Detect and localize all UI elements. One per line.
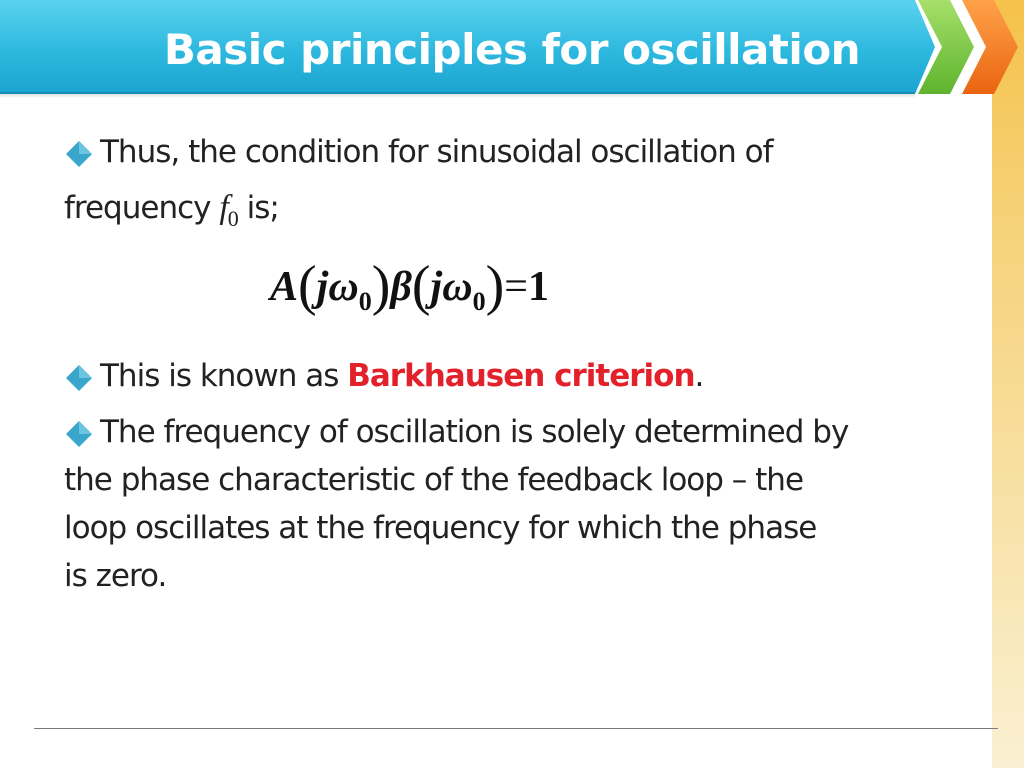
bullet-line: [100, 408, 964, 456]
footer-divider: [34, 728, 998, 729]
diamond-bullet-icon: [64, 363, 94, 393]
slide-body-lower: [64, 352, 964, 600]
bullet-line: [64, 504, 964, 552]
bullet-line: [64, 456, 964, 504]
bullet-item-frequency: [64, 408, 964, 600]
bullet-text: the phase characteristic of the feedback loop – the: [64, 462, 804, 498]
frequency-variable: $f_0$: [219, 189, 238, 231]
bullet-item-condition: [64, 128, 964, 243]
bullet-text: The frequency of oscillation is solely determined by: [100, 414, 849, 450]
slide-title: Basic principles for oscillation: [163, 25, 861, 74]
bullet-line: [100, 128, 964, 176]
right-accent-strip: [992, 0, 1024, 768]
diamond-bullet-icon: [64, 139, 94, 169]
bullet-line: [64, 184, 964, 243]
slide-body: [64, 128, 964, 243]
diamond-bullet-icon: [64, 419, 94, 449]
bullet-text: is;: [237, 190, 279, 226]
bullet-text: This is known as: [100, 358, 348, 394]
bullet-text: Thus, the condition for sinusoidal oscillation of: [100, 134, 773, 170]
bullet-item-barkhausen: [64, 352, 964, 400]
bullet-text: .: [694, 358, 704, 394]
bullet-line: [100, 352, 964, 400]
bullet-text: frequency: [64, 190, 220, 226]
bullet-text: is zero.: [64, 558, 167, 594]
bullet-text: loop oscillates at the frequency for which the phase: [64, 510, 817, 546]
bullet-line: [64, 552, 964, 600]
barkhausen-highlight: Barkhausen criterion: [347, 358, 695, 394]
barkhausen-equation: $A(j\omega_0)\beta(j\omega_0)=1$: [270, 255, 549, 317]
